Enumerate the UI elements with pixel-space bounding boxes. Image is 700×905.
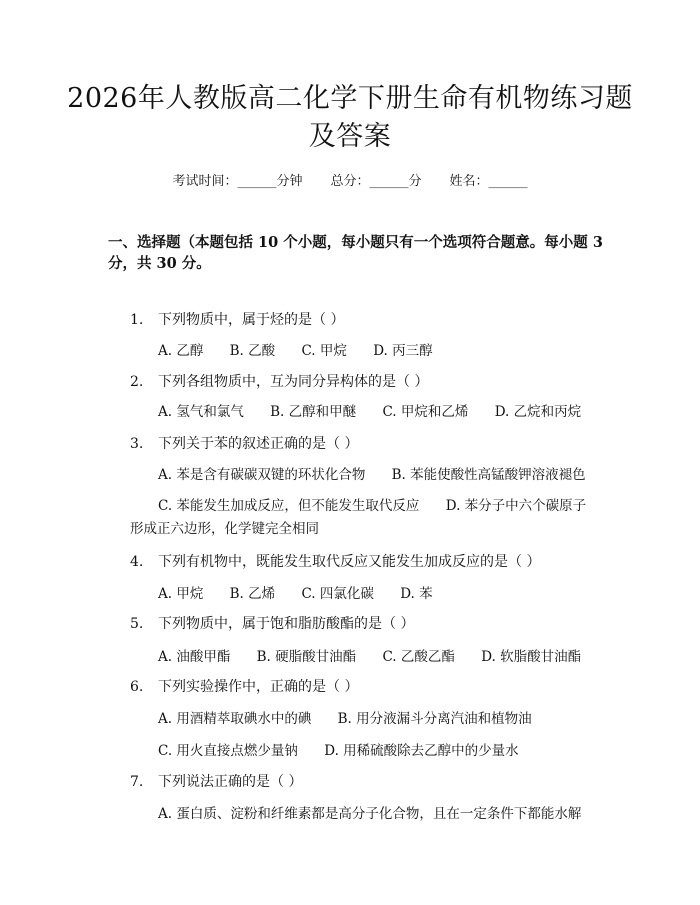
question-3-options-ab: [158, 463, 608, 483]
option-d: D. 乙烷和丙烷: [494, 404, 582, 420]
option-c: C. 乙酸乙酯: [382, 649, 455, 665]
question-5: [130, 613, 414, 633]
option-c: C. 苯能发生加成反应，但不能发生取代反应: [158, 498, 420, 514]
exam-time: 考试时间：______分钟: [172, 174, 303, 189]
question-2-options: [158, 400, 603, 420]
question-text: 下列物质中，属于烃的是（ ）: [158, 312, 345, 328]
option-c: C. 甲烷: [301, 343, 347, 359]
question-3: [130, 433, 358, 453]
question-text: 下列实验操作中，正确的是（ ）: [158, 679, 359, 695]
option-a: A. 苯是含有碳碳双键的环状化合物: [158, 467, 366, 483]
option-a: A. 甲烷: [158, 586, 204, 602]
question-number: 1.: [130, 312, 144, 328]
question-6: [130, 676, 358, 696]
question-3-options-cd: [158, 494, 608, 514]
question-4-options: [158, 582, 455, 602]
option-b: B. 硬脂酸甘油酯: [256, 649, 357, 665]
option-b: B. 苯能使酸性高锰酸钾溶液褪色: [391, 467, 586, 483]
document-title: 2026年人教版高二化学下册生命有机物练习题及答案: [67, 83, 633, 152]
option-d: D. 苯分子中六个碳原子: [445, 498, 587, 514]
question-7-options: [158, 802, 603, 822]
option-d: D. 用稀硫酸除去乙醇中的少量水: [324, 743, 519, 759]
option-c: C. 四氯化碳: [301, 586, 374, 602]
option-d-continued: 形成正六边形，化学键完全相同: [130, 521, 319, 537]
option-c: C. 用火直接点燃少量钠: [158, 743, 298, 759]
exam-meta: [0, 170, 700, 189]
option-d: D. 软脂酸甘油酯: [481, 649, 582, 665]
exam-score: 总分：______分: [330, 174, 422, 189]
question-number: 2.: [130, 374, 144, 390]
section-heading: 一、选择题（本题包括 10 个小题，每小题只有一个选项符合题意。每小题 3 分，共 30 分。: [108, 234, 603, 272]
option-a: A. 油酸甲酯: [158, 649, 231, 665]
option-a: A. 乙醇: [158, 343, 204, 359]
question-1-options: [158, 339, 455, 359]
option-b: B. 乙烯: [229, 586, 276, 602]
option-b: B. 乙醇和甲醚: [270, 404, 357, 420]
question-number: 5.: [130, 616, 144, 632]
option-b: B. 用分液漏斗分离汽油和植物油: [337, 711, 532, 727]
option-a: A. 蛋白质、淀粉和纤维素都是高分子化合物，且在一定条件下都能水解: [158, 806, 582, 822]
option-a: A. 用酒精萃取碘水中的碘: [158, 711, 312, 727]
question-text: 下列说法正确的是（ ）: [158, 774, 303, 790]
question-text: 下列关于苯的叙述正确的是（ ）: [158, 436, 359, 452]
question-6-options-ab: [158, 707, 554, 727]
question-5-options: [158, 645, 603, 665]
question-7: [130, 771, 302, 791]
question-6-options-cd: [158, 739, 541, 759]
question-2: [130, 371, 428, 391]
option-a: A. 氢气和氯气: [158, 404, 244, 420]
question-text: 下列各组物质中，互为同分异构体的是（ ）: [158, 374, 429, 390]
question-text: 下列物质中，属于饱和脂肪酸酯的是（ ）: [158, 616, 415, 632]
option-b: B. 乙酸: [229, 343, 276, 359]
question-text: 下列有机物中，既能发生取代反应又能发生加成反应的是（ ）: [158, 554, 541, 570]
question-number: 7.: [130, 774, 144, 790]
question-number: 3.: [130, 436, 144, 452]
student-name: 姓名：______: [449, 174, 528, 189]
question-1: [130, 309, 344, 329]
option-c: C. 甲烷和乙烯: [382, 404, 469, 420]
question-number: 6.: [130, 679, 144, 695]
option-d: D. 丙三醇: [373, 343, 433, 359]
option-d: D. 苯: [400, 586, 433, 602]
question-4: [130, 551, 540, 571]
question-number: 4.: [130, 554, 144, 570]
